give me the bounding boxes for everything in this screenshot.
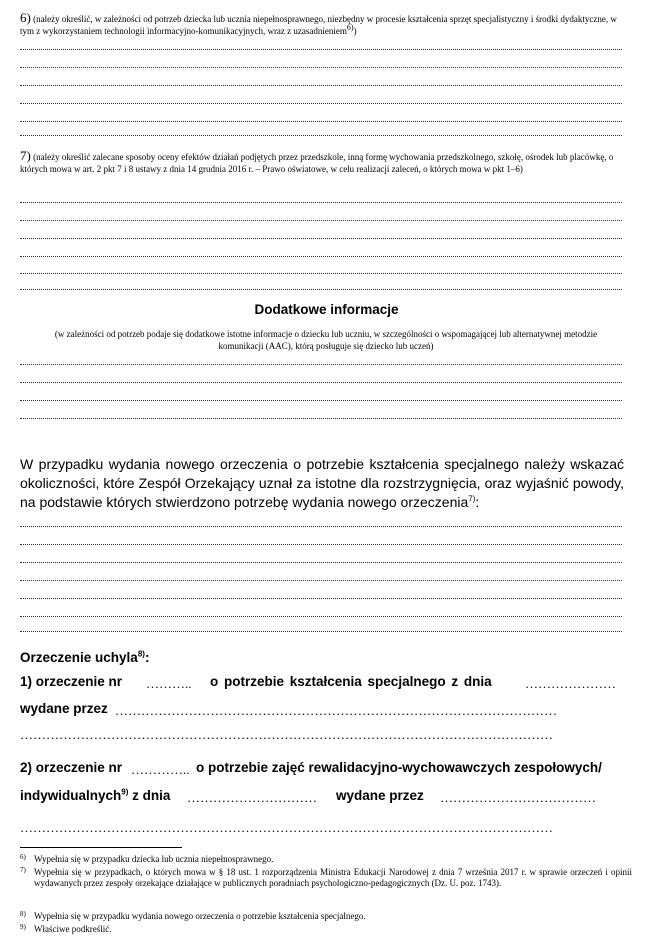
fill-line[interactable] xyxy=(20,363,622,365)
footnote-7: 7) Wypełnia się w przypadkach, o których mowa w § 18 ust. 1 rozporządzenia Ministra Edukacji Narodowej z dnia 7 września 2017 r. w sprawie orzeczeń i opinii wydawanych przez zespoły orzekające działające w publicznych poradniach psychologiczno-pedagogicznych (Dz. U. poz. 1743). xyxy=(20,866,632,888)
new-ruling-footnote-ref: 7) xyxy=(468,494,476,504)
fill-line[interactable] xyxy=(20,381,622,383)
item-7-number: 7) xyxy=(20,148,31,163)
new-ruling-instruction: W przypadku wydania nowego orzeczenia o potrzebie kształcenia specjalnego należy wskazać okoliczności, które Zespół Orzekający uznał za istotne dla rozstrzygnięcia, oraz wyjaśnić powody, na podstawie których stwierdzono potrzebę wydania nowego orzeczenia$^{7)}$: xyxy=(20,456,624,510)
fill-line[interactable] xyxy=(20,120,622,122)
fill-line[interactable]: …………………………………………………………………………………………………………… xyxy=(20,820,553,835)
issued-by-label: wydane przez xyxy=(20,701,108,716)
fill-line[interactable] xyxy=(20,201,622,203)
fill-line[interactable] xyxy=(20,579,622,581)
fill-line[interactable] xyxy=(20,237,622,239)
footnote-9: 9) Właściwe podkreślić. xyxy=(20,923,112,934)
item-6-number: 6) xyxy=(20,10,31,25)
fill-line[interactable] xyxy=(20,134,622,136)
footnote-divider xyxy=(20,847,182,848)
repeal-item-1-label: 1) orzeczenie nr xyxy=(20,674,123,689)
item-6-footnote-ref: 6) xyxy=(346,23,354,32)
ruling-date-field[interactable]: ………………… xyxy=(525,676,616,691)
ruling-date-field[interactable]: ………………………… xyxy=(187,790,317,805)
fill-line[interactable]: …………………………………………………………………………………………………………… xyxy=(20,727,553,742)
item-7-text: (należy określić zalecane sposoby oceny efektów działań podjętych przez przedszkole, inną formę wychowania przedszkolnego, szkołę, ośrodek lub placówkę, o których mowa w art. 2 pkt 7 i 8 ustawy z dnia 14 grudnia 2016 r. – Prawo oświatowe, w celu realizacji zaleceń, o których mowa w pkt 1–6) xyxy=(20,152,614,174)
fill-line[interactable] xyxy=(20,84,622,86)
fill-line[interactable] xyxy=(20,615,622,617)
repeal-footnote-ref: 8) xyxy=(137,649,145,659)
fill-line[interactable] xyxy=(20,272,622,274)
issued-by-field[interactable]: ………………………………………………………………………………………… xyxy=(115,703,557,718)
fill-line[interactable] xyxy=(20,102,622,104)
fill-line[interactable] xyxy=(20,399,622,401)
repeal-item-1-text: o potrzebie kształcenia specjalnego z dnia xyxy=(210,674,492,689)
additional-info-title: Dodatkowe informacje xyxy=(254,302,399,317)
fill-line[interactable] xyxy=(20,630,622,632)
item-6-heading: 6) (należy określić, w zależności od potrzeb dziecka lub ucznia niepełnosprawnego, niezbędny w procesie kształcenia sprzęt specjalistyczny i środki dydaktyczne, w tym z wykorzystaniem technologii informacyjno-komunikacyjnych, wraz z uzasadnieniem$^{6)}$) xyxy=(20,10,617,36)
fill-line[interactable] xyxy=(20,597,622,599)
additional-info-subtitle: (w zależności od potrzeb podaje się dodatkowe istotne informacje o dziecku lub uczniu, w szczególności o wspomagającej lub alternatywnej metodzie komunikacji (AAC), którą posługuje się dziecko lub uczeń) xyxy=(54,329,598,351)
fill-line[interactable] xyxy=(20,417,622,419)
fill-line[interactable] xyxy=(20,288,622,290)
fill-line[interactable] xyxy=(20,561,622,563)
fill-line[interactable] xyxy=(20,543,622,545)
fill-line[interactable] xyxy=(20,255,622,257)
fill-line[interactable] xyxy=(20,219,622,221)
issued-by-field[interactable]: ……………………………… xyxy=(440,790,596,805)
repeal-item-2-cont: indywidualnych$^{9)}$ z dnia xyxy=(20,787,171,803)
repeal-item-2-text: o potrzebie zajęć rewalidacyjno-wychowawczych zespołowych/ xyxy=(196,760,602,775)
fill-line[interactable] xyxy=(20,48,622,50)
fill-line[interactable] xyxy=(20,525,622,527)
item-6-text: (należy określić, w zależności od potrzeb dziecka lub ucznia niepełnosprawnego, niezbędny w procesie kształcenia sprzęt specjalistyczny i środki dydaktyczne, w tym z wykorzystaniem technologii informacyjno-komunikacyjnych, wraz z uzasadnieniem xyxy=(20,14,617,36)
new-ruling-text: W przypadku wydania nowego orzeczenia o potrzebie kształcenia specjalnego należy wskazać okoliczności, które Zespół Orzekający uznał za istotne dla rozstrzygnięcia, oraz wyjaśnić powody, na podstawie których stwierdzono potrzebę wydania nowego orzeczenia xyxy=(20,456,624,510)
repeal-item-2-label: 2) orzeczenie nr xyxy=(20,760,123,775)
item-7-heading xyxy=(20,150,632,175)
ruling-number-field[interactable]: ………….. xyxy=(131,762,190,777)
ruling-number-field[interactable]: ……….. xyxy=(146,676,192,691)
issued-by-label: wydane przez xyxy=(336,788,424,803)
repeal-item-2-footnote-ref: 9) xyxy=(121,787,129,797)
fill-line[interactable] xyxy=(20,66,622,68)
repeal-heading: Orzeczenie uchyla$^{8)}$: xyxy=(20,649,150,665)
footnote-8: 8) Wypełnia się w przypadku wydania nowego orzeczenia o potrzebie kształcenia specjalnego. xyxy=(20,910,366,921)
footnote-6: 6) Wypełnia się w przypadku dziecka lub ucznia niepełnosprawnego. xyxy=(20,853,274,864)
